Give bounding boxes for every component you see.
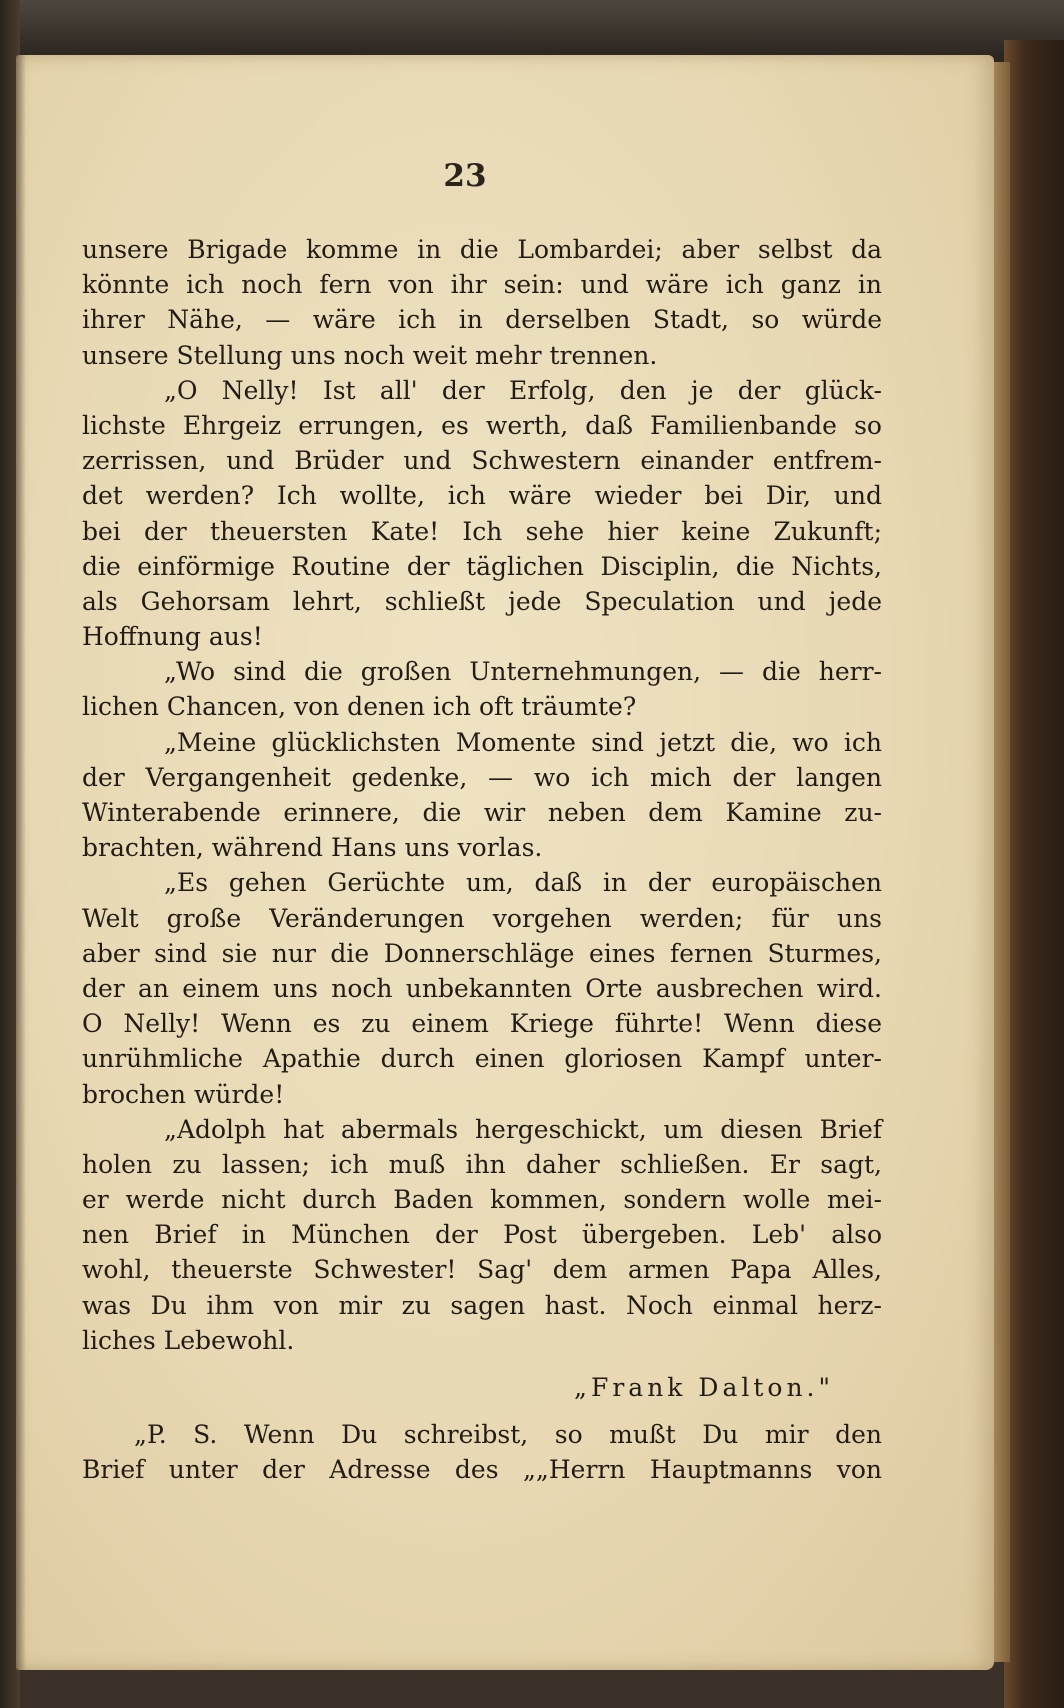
text-line: lichen Chancen, von denen ich oft träumte? (82, 692, 637, 722)
text-line: die einförmige Routine der täglichen Disciplin, die Nichts, (82, 551, 882, 581)
postscript-line: „P. S. Wenn Du schreibst, so mußt Du mir den (134, 1420, 882, 1450)
text-line: „Es gehen Gerüchte um, daß in der europäischen (164, 868, 882, 898)
text-line: der Vergangenheit gedenke, — wo ich mich der langen (82, 762, 882, 792)
letter-signature: „Frank Dalton." (574, 1373, 834, 1402)
text-line: liches Lebewohl. (82, 1325, 295, 1355)
text-line: als Gehorsam lehrt, schließt jede Speculation und jede (82, 586, 882, 616)
text-line: unrühmliche Apathie durch einen gloriosen Kampf unter- (82, 1044, 882, 1074)
text-line: er werde nicht durch Baden kommen, sondern wolle mei- (82, 1185, 882, 1215)
text-line: der an einem uns noch unbekannten Orte ausbrechen wird. (82, 973, 882, 1003)
text-line: bei der theuersten Kate! Ich sehe hier keine Zukunft; (82, 516, 882, 546)
text-line: nen Brief in München der Post übergeben. Leb' also (82, 1220, 882, 1250)
text-line: Winterabende erinnere, die wir neben dem Kamine zu- (82, 798, 882, 827)
text-line: O Nelly! Wenn es zu einem Kriege führte! Wenn diese (82, 1009, 882, 1039)
page-gutter-shadow (16, 55, 26, 1670)
text-line: ihrer Nähe, — wäre ich in derselben Stadt, so würde (82, 305, 882, 335)
page-number: 23 (443, 158, 487, 194)
text-line: zerrissen, und Brüder und Schwestern einander entfrem- (82, 446, 882, 476)
text-line: könnte ich noch fern von ihr sein: und wäre ich ganz in (82, 270, 882, 300)
text-line: „Adolph hat abermals hergeschickt, um diesen Brief (164, 1114, 882, 1144)
text-line: „O Nelly! Ist all' der Erfolg, den je der glück- (164, 375, 882, 405)
postscript-line: Brief unter der Adresse des „„Herrn Hauptmanns von (82, 1455, 882, 1485)
text-line: det werden? Ich wollte, ich wäre wieder bei Dir, und (82, 481, 882, 511)
text-line: Welt große Veränderungen vorgehen werden; für uns (82, 903, 882, 933)
body-text (82, 232, 882, 1488)
text-line: „Wo sind die großen Unternehmungen, — die herr- (164, 657, 882, 687)
text-line: wohl, theuerste Schwester! Sag' dem armen Papa Alles, (82, 1255, 882, 1285)
book-cover-top (0, 0, 1064, 58)
text-line: unsere Brigade komme in die Lombardei; aber selbst da (82, 235, 882, 264)
text-line: holen zu lassen; ich muß ihn daher schließen. Er sagt, (82, 1149, 882, 1179)
book-cover-right (1004, 40, 1064, 1708)
text-line: aber sind sie nur die Donnerschläge eines fernen Sturmes, (82, 938, 882, 968)
text-line: brochen würde! (82, 1079, 285, 1109)
text-line: was Du ihm von mir zu sagen hast. Noch einmal herz- (82, 1290, 882, 1320)
text-line: „Meine glücklichsten Momente sind jetzt die, wo ich (164, 727, 882, 757)
text-line: lichste Ehrgeiz errungen, es werth, daß Familienbande so (82, 410, 882, 440)
text-line: Hoffnung aus! (82, 622, 263, 652)
text-line: brachten, während Hans uns vorlas. (82, 833, 543, 863)
text-line: unsere Stellung uns noch weit mehr trennen. (82, 340, 658, 370)
